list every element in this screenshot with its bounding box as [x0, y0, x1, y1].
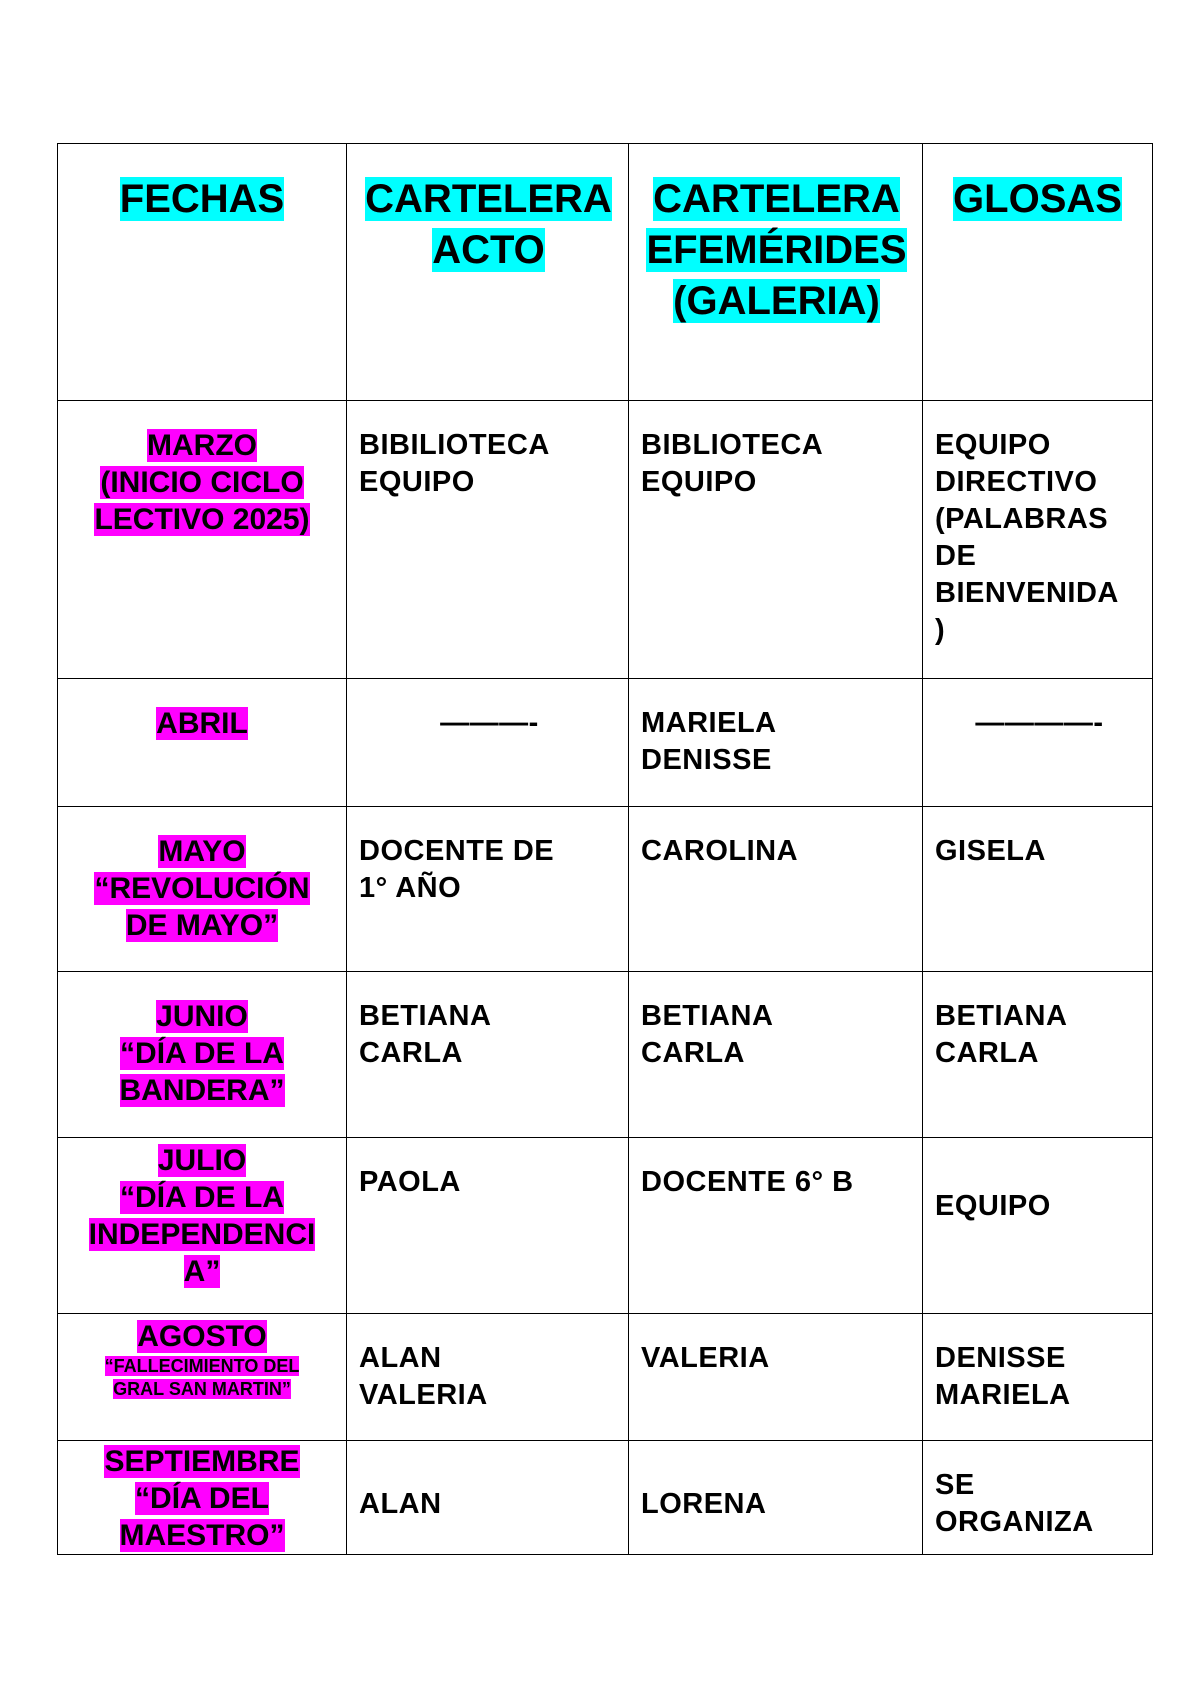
fecha-cell [58, 679, 347, 807]
glosas-cell [923, 1138, 1153, 1314]
fecha-label: DE MAYO” [125, 909, 279, 942]
header-label: GLOSAS [953, 177, 1122, 221]
cartelera-acto-cell [347, 1441, 629, 1555]
cell-line: CARLA [935, 1037, 1039, 1069]
cartelera-acto-cell [347, 1138, 629, 1314]
cartelera-efemerides-cell [629, 1138, 923, 1314]
cell-line: (PALABRAS [935, 503, 1109, 535]
cartelera-efemerides-cell [629, 807, 923, 972]
cell-line: ———- [440, 707, 539, 739]
cartelera-acto-cell [347, 679, 629, 807]
header-label: FECHAS [119, 177, 285, 221]
fecha-cell [58, 807, 347, 972]
header-row [58, 144, 1153, 401]
fecha-label: A” [183, 1255, 221, 1288]
cell-line: BIBILIOTECA [359, 429, 550, 461]
cartelera-acto-cell [347, 401, 629, 679]
glosas-cell [923, 401, 1153, 679]
cell-line: ) [935, 614, 946, 646]
cell-line: MARIELA [641, 707, 777, 739]
cell-line: DE [935, 540, 977, 572]
fecha-cell [58, 401, 347, 679]
cell-line: EQUIPO [359, 466, 475, 498]
fecha-label: “REVOLUCIÓN [94, 872, 310, 905]
fecha-sublabel: “FALLECIMIENTO DEL [104, 1356, 300, 1376]
glosas-cell [923, 679, 1153, 807]
cell-line: VALERIA [359, 1379, 488, 1411]
header-label: CARTELERA ACTO [365, 177, 612, 272]
fecha-label: SEPTIEMBRE [104, 1445, 300, 1478]
table-row [58, 679, 1153, 807]
cell-line: CARLA [641, 1037, 745, 1069]
fecha-label: MAYO [158, 835, 246, 868]
cell-line: DENISSE [935, 1342, 1066, 1374]
cell-line: ALAN [359, 1488, 442, 1520]
fecha-label: MAESTRO” [119, 1519, 285, 1552]
cell-line: ALAN [359, 1342, 442, 1374]
fecha-label: LECTIVO 2025) [94, 503, 310, 536]
table-row [58, 972, 1153, 1138]
fecha-sublabel: GRAL SAN MARTIN” [113, 1379, 291, 1399]
cartelera-efemerides-cell [629, 1314, 923, 1441]
cell-line: BETIANA [359, 1000, 492, 1032]
cell-line: LORENA [641, 1488, 767, 1520]
cartelera-acto-cell [347, 972, 629, 1138]
fecha-label: “DÍA DEL [135, 1482, 269, 1515]
fecha-label: AGOSTO [137, 1320, 267, 1353]
cell-line: MARIELA [935, 1379, 1071, 1411]
cell-line: 1° AÑO [359, 872, 462, 904]
cell-line: VALERIA [641, 1342, 770, 1374]
fecha-label: JULIO [157, 1144, 247, 1177]
fecha-label: JUNIO [156, 1000, 248, 1033]
cell-line: EQUIPO [935, 1190, 1051, 1222]
cell-line: EQUIPO [641, 466, 757, 498]
table-row [58, 1314, 1153, 1441]
cell-line: DOCENTE DE [359, 835, 555, 867]
fecha-label: MARZO [147, 429, 257, 462]
table-row [58, 401, 1153, 679]
cell-line: EQUIPO [935, 429, 1051, 461]
glosas-cell [923, 1441, 1153, 1555]
table-row [58, 1441, 1153, 1555]
table-row [58, 807, 1153, 972]
fecha-cell [58, 1314, 347, 1441]
cell-line: CAROLINA [641, 835, 799, 867]
fecha-cell [58, 1138, 347, 1314]
header-label: CARTELERA EFEMÉRIDES (GALERIA) [646, 177, 907, 323]
fecha-label: ABRIL [156, 707, 248, 740]
cell-line: ORGANIZA [935, 1506, 1094, 1538]
cell-line: DENISSE [641, 744, 772, 776]
fecha-label: “DÍA DE LA [120, 1181, 284, 1214]
cell-line: ————- [975, 707, 1104, 739]
cell-line: BIBLIOTECA [641, 429, 824, 461]
cell-line: PAOLA [359, 1166, 461, 1198]
cartelera-efemerides-cell [629, 679, 923, 807]
table-row [58, 1138, 1153, 1314]
header-cell-cartelera-efemerides [629, 144, 923, 401]
fecha-label: INDEPENDENCI [88, 1218, 316, 1251]
header-cell-glosas [923, 144, 1153, 401]
glosas-cell [923, 972, 1153, 1138]
cell-line: BIENVENIDA [935, 577, 1119, 609]
cell-line: DIRECTIVO [935, 466, 1098, 498]
cartelera-acto-cell [347, 1314, 629, 1441]
cell-line: SE [935, 1469, 975, 1501]
fecha-label: (INICIO CICLO [100, 466, 304, 499]
glosas-cell [923, 807, 1153, 972]
glosas-cell [923, 1314, 1153, 1441]
cell-line: BETIANA [935, 1000, 1068, 1032]
header-cell-fechas [58, 144, 347, 401]
header-cell-cartelera-acto [347, 144, 629, 401]
cartelera-acto-cell [347, 807, 629, 972]
cell-line: DOCENTE 6° B [641, 1166, 854, 1198]
fecha-cell [58, 972, 347, 1138]
fecha-label: “DÍA DE LA [120, 1037, 284, 1070]
fecha-label: BANDERA” [119, 1074, 285, 1107]
cell-line: CARLA [359, 1037, 463, 1069]
cartelera-efemerides-cell [629, 1441, 923, 1555]
cell-line: BETIANA [641, 1000, 774, 1032]
cartelera-efemerides-cell [629, 401, 923, 679]
cell-line: GISELA [935, 835, 1046, 867]
cartelera-efemerides-cell [629, 972, 923, 1138]
fecha-cell [58, 1441, 347, 1555]
schedule-table [57, 143, 1153, 1555]
